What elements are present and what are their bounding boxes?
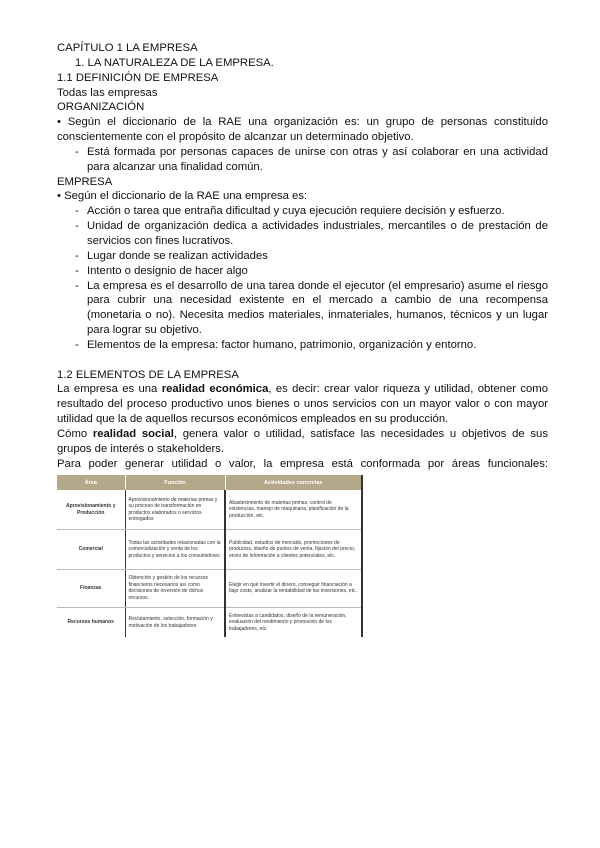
organization-heading: ORGANIZACIÓN	[57, 101, 145, 114]
table-cell: Obtención y gestión de los recursos financieros necesarios así como decisiones de inversión de dichos recursos.	[125, 569, 225, 607]
table-cell: Recursos humanos	[57, 607, 125, 637]
spacer	[57, 353, 548, 368]
text-line: Todas las empresas	[57, 86, 158, 99]
table-cell: Aprovisionamiento de materias primas y su proceso de transformación en productos elaborados o servicios entregados	[125, 490, 225, 529]
table-row	[57, 490, 362, 529]
list-item: - Elementos de la empresa: factor humano, patrimonio, organización y entorno.	[57, 338, 548, 353]
list-item-text: Acción o tarea que entraña dificultad y cuya ejecución requiere decisión y esfuerzo.	[87, 205, 505, 218]
chapter-title: CAPÍTULO 1 LA EMPRESA	[57, 42, 198, 54]
list-item: - Está formada por personas capaces de unirse con otras y así colaborar en una actividad para alcanzar una finalidad común.	[75, 145, 548, 173]
table-cell: Reclutamiento, selección, formación y motivación de los trabajadores	[125, 607, 225, 637]
company-definition: • Según el diccionario de la RAE una empresa es:	[57, 190, 308, 203]
table-cell: Abastecimiento de materias primas, control de existencias, manejo de maquinaria, planificación de la producción, etc.	[225, 490, 362, 529]
text: , es decir: crear valor riqueza y utilidad, obtener como resultado del proceso productivo unos bienes o unos servicios con un mayor valor o con mayor utilidad que la de aquellos recursos económicos empleados en su producción.	[57, 383, 548, 426]
paragraph	[57, 427, 548, 457]
text: Cómo	[57, 427, 93, 440]
list-item-text: Lugar donde se realizan actividades	[87, 249, 268, 262]
list-item: - La empresa es el desarrollo de una tarea donde el ejecutor (el empresario) asume el riesgo para cubrir una necesidad existente en el mercado a cambio de una recompensa (monetaria o no). Necesita medios materiales, inmateriales, humanos, técnicos y un lugar para lograr su objetivo.	[75, 279, 548, 337]
list-item-text: Intento o designio de hacer algo	[87, 264, 248, 277]
paragraph: Para poder generar utilidad o valor, la empresa está conformada por áreas funcionales:	[57, 457, 548, 470]
table-cell: Entrevistas a candidatos, diseño de la remuneración, evaluación del rendimiento y promoción de los trabajadores, etc.	[225, 607, 362, 637]
subsection-heading: 1.1 DEFINICIÓN DE EMPRESA	[57, 71, 219, 84]
table-cell: Aprovisionamiento y Producción	[57, 490, 125, 529]
bold-term: realidad económica	[161, 383, 269, 396]
table-cell: Todas las actividades relacionadas con la comercialización y venta de los productos y servicios a los consumidores	[125, 529, 225, 569]
table-cell: Publicidad, estudios de mercado, promociones de productos, diseño de puntos de venta, fijación del precio, envío de información a clientes potenciales, etc.	[225, 529, 362, 569]
section-heading: 1. LA NATURALEZA DE LA EMPRESA.	[75, 56, 274, 69]
functional-areas-table	[57, 475, 363, 637]
list-item-text: Unidad de organización dedica a actividades industriales, mercantiles o de prestación de servicios con fines lucrativos.	[87, 220, 548, 247]
column-header: Función	[125, 475, 225, 490]
column-header: Actividades concretas	[225, 475, 362, 490]
table-row	[57, 569, 362, 607]
list-item: - Acción o tarea que entraña dificultad y cuya ejecución requiere decisión y esfuerzo.	[57, 204, 548, 219]
subsection-heading: 1.2 ELEMENTOS DE LA EMPRESA	[57, 368, 239, 381]
table-cell: Finanzas	[57, 569, 125, 607]
bold-term: realidad social	[92, 427, 174, 440]
table-cell: Comercial	[57, 529, 125, 569]
table-row	[57, 607, 362, 637]
text: , genera valor o utilidad, satisface las necesidades u objetivos de sus grupos de interés o stakeholders.	[57, 427, 548, 455]
column-header: Área	[57, 475, 125, 490]
list-item-text: La empresa es el desarrollo de una tarea donde el ejecutor (el empresario) asume el riesgo para cubrir una necesidad existente en el mercado a cambio de una recompensa (monetaria o no). Necesita medios materiales, inmateriales, humanos, técnicos y un lugar para lograr su objetivo.	[87, 279, 548, 337]
table-row	[57, 529, 362, 569]
list-item-text: Está formada por personas capaces de unirse con otras y así colaborar en una actividad para alcanzar una finalidad común.	[87, 145, 548, 173]
list-item: - Lugar donde se realizan actividades	[57, 249, 548, 264]
company-heading: EMPRESA	[57, 175, 113, 188]
paragraph	[57, 382, 548, 427]
list-item-text: Elementos de la empresa: factor humano, patrimonio, organización y entorno.	[87, 338, 477, 351]
table-cell: Elegir en qué invertir el dinero, conseguir financiación a bajo coste, analizar la rentabilidad de las inversiones, etc.	[225, 569, 362, 607]
document-body	[57, 41, 548, 637]
organization-definition: • Según el diccionario de la RAE una organización es: un grupo de personas constituido conscientemente con el propósito de alcanzar un determinado objetivo.	[57, 116, 548, 144]
list-item: - Intento o designio de hacer algo	[57, 264, 548, 279]
list-item: - Unidad de organización dedica a actividades industriales, mercantiles o de prestación de servicios con fines lucrativos.	[75, 220, 548, 247]
text: La empresa es una	[57, 383, 162, 396]
